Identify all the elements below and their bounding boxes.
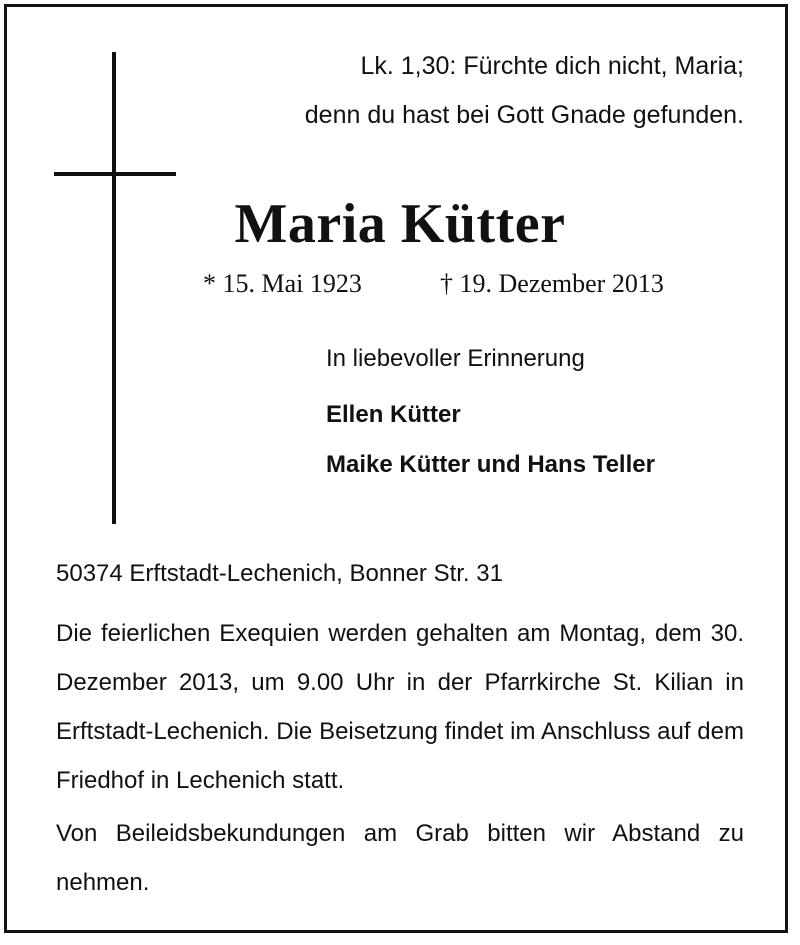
death-date: † 19. Dezember 2013: [440, 269, 664, 298]
address: 50374 Erftstadt-Lechenich, Bonner Str. 31: [56, 560, 503, 587]
cross-horizontal-beam: [54, 172, 176, 176]
cross-vertical-beam: [112, 52, 116, 524]
condolence-note: Von Beileidsbekundungen am Grab bitten wir Abstand zu nehmen.: [56, 820, 744, 896]
deceased-name: Maria Kütter: [234, 193, 566, 255]
mourner-name: Maike Kütter und Hans Teller: [326, 451, 655, 478]
bible-verse-line-2: denn du hast bei Gott Gnade gefunden.: [304, 101, 744, 129]
mourner-name: Ellen Kütter: [326, 401, 461, 428]
bible-verse-line-1: Lk. 1,30: Fürchte dich nicht, Maria;: [360, 52, 744, 80]
memory-text: In liebevoller Erinnerung: [326, 345, 585, 372]
funeral-service-text: Die feierlichen Exequien werden gehalten am Montag, dem 30. Dezember 2013, um 9.00 Uhr in der Pfarrkirche St. Kilian in Erftstadt-Lechenich. Die Beisetzung findet im Anschluss auf dem Friedhof in Lechenich statt.: [56, 620, 744, 794]
birth-date: * 15. Mai 1923: [203, 269, 362, 298]
